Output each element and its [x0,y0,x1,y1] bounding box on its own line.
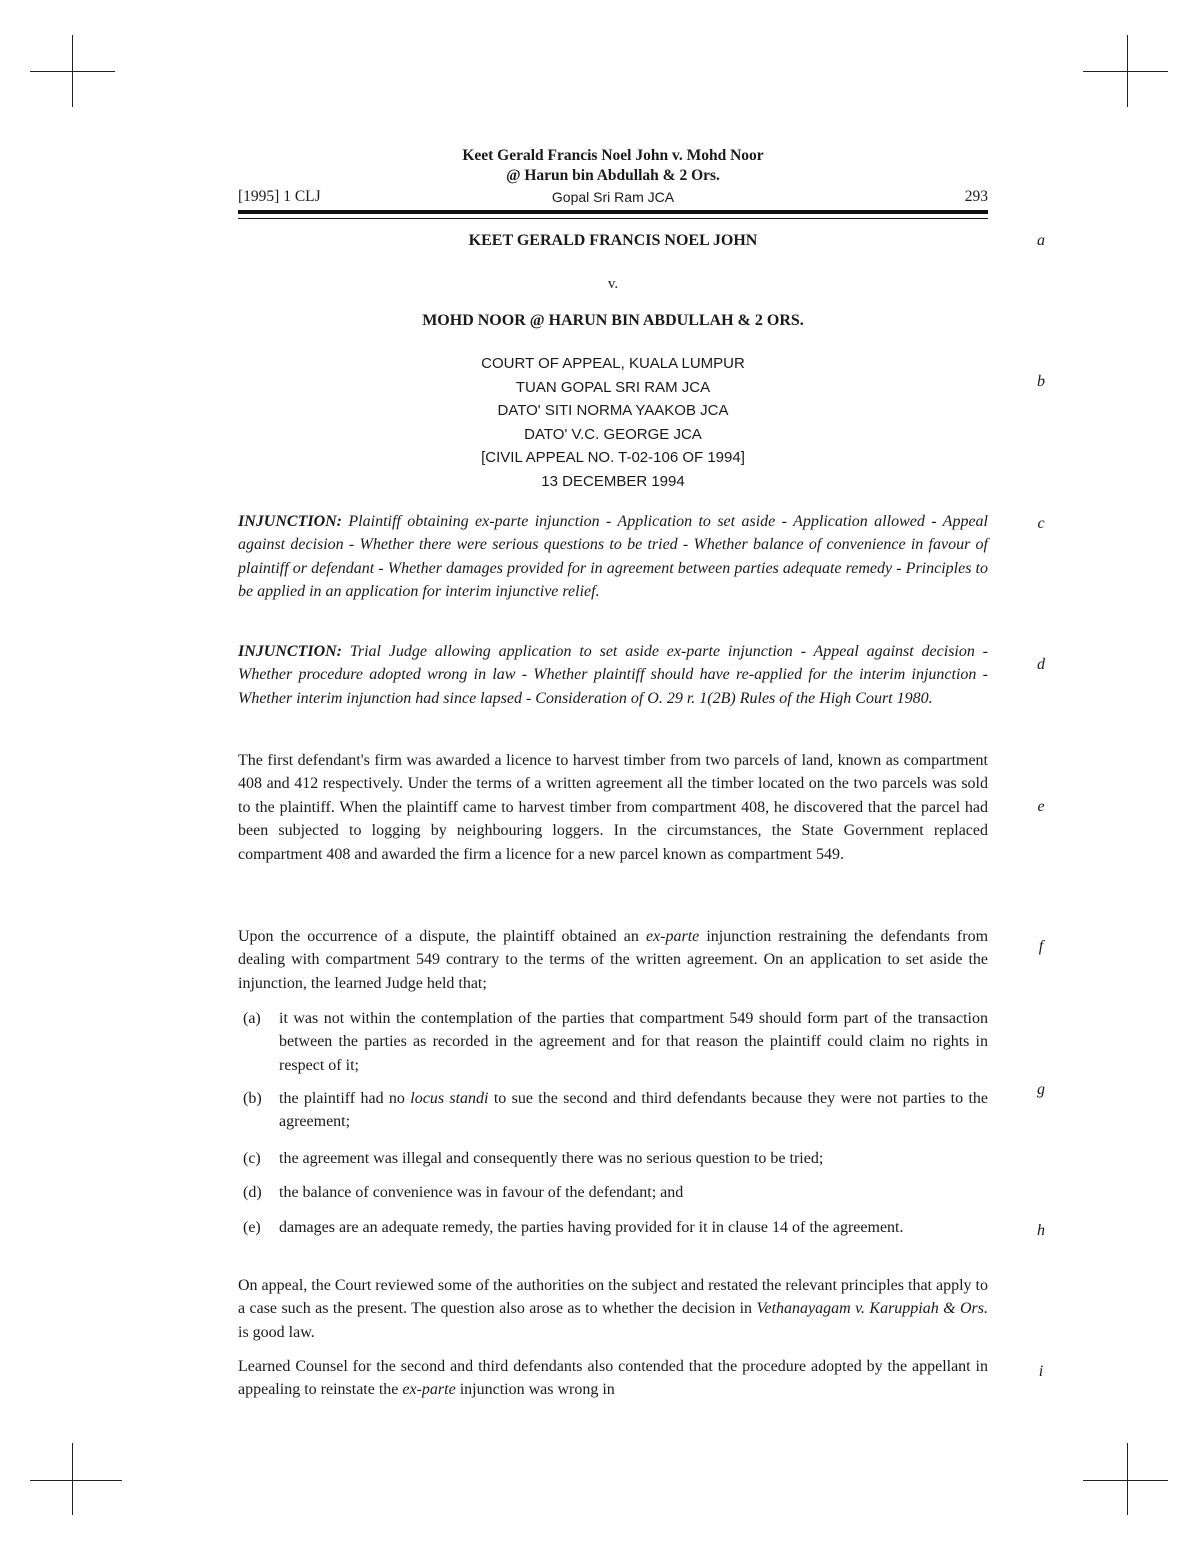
decision-date: 13 DECEMBER 1994 [541,472,685,490]
margin-letter-g: g [1037,1081,1045,1098]
list-label: (b) [243,1090,262,1107]
appellant-name: KEET GERALD FRANCIS NOEL JOHN [468,232,758,249]
margin-letter-e: e [1037,798,1045,815]
page-number: 293 [964,188,988,205]
text-run: Upon the occurrence of a dispute, the plaintiff obtained an [238,928,639,945]
header-rule-thick [238,210,988,214]
italic-term: locus standi [410,1090,489,1107]
coram-judge-2: DATO' SITI NORMA YAAKOB JCA [497,402,729,419]
italic-term: Vethanayagam v. Karuppiah & Ors. [756,1300,988,1318]
catchword-keyword: INJUNCTION: [238,513,342,530]
margin-letter-h: h [1037,1222,1045,1239]
catchword-text: Plaintiff obtaining ex-parte injunction - Application to set aside - Application allowed - Appeal against decision - Whether there were serious questions to be tried - Whether balance of convenience in favour of plaintiff or defendant - Whether damages provided for in agreement between parties adequate remedy - Principles to be applied in an application for interim injunctive relief. [238,513,989,601]
margin-letter-b: b [1037,373,1045,390]
list-label: (a) [243,1010,261,1027]
italic-term: ex-parte [645,928,700,945]
appeal-number: [CIVIL APPEAL NO. T-02-106 OF 1994] [481,449,745,466]
catchword-2 [238,640,988,710]
holding-a [243,1007,988,1077]
versus: v. [607,276,619,292]
coram-judge-3: DATO' V.C. GEORGE JCA [524,425,702,443]
citation: [1995] 1 CLJ [238,188,321,205]
italic-term: ex-parte [402,1381,456,1399]
facts-paragraph-1: The first defendant's firm was awarded a licence to harvest timber from two parcels of land, known as compartment 408 and 412 respectively. Under the terms of a written agreement all the timber located on the two parcels was sold to the plaintiff. When the plaintiff came to harvest timber from compartment 408, he discovered that the parcel had been subjected to logging by neighbouring loggers. In the circumstances, the State Government replaced compartment 408 and awarded the firm a licence for a new parcel known as compartment 549. [238,752,988,863]
text-run: injunction was wrong in [459,1381,615,1399]
crop-mark [30,71,115,72]
coram-judge-1: TUAN GOPAL SRI RAM JCA [515,378,711,396]
court-name: COURT OF APPEAL, KUALA LUMPUR [481,355,745,372]
margin-letter-i: i [1038,1363,1044,1380]
text-run: is good law. [238,1323,315,1341]
list-label: (d) [243,1184,262,1201]
list-label: (e) [243,1219,261,1236]
list-text [279,1087,988,1134]
facts-paragraph-2 [238,925,988,995]
running-title [238,146,988,186]
crop-mark [1083,1480,1168,1481]
text-run: to sue the second and third defendants because they were not parties to the agreement; [279,1090,988,1131]
crop-mark [1127,1443,1128,1515]
holding-b [243,1087,988,1134]
list-label: (c) [243,1150,261,1167]
text-run: the plaintiff had no [279,1090,405,1107]
margin-letter-f: f [1038,938,1044,955]
running-header [238,188,988,208]
court-details [238,352,988,493]
holding-d [243,1181,988,1204]
holding-e [243,1216,988,1239]
appeal-paragraph-2 [238,1355,988,1402]
list-text: the agreement was illegal and consequently there was no serious question to be tried; [279,1150,824,1167]
crop-mark [30,1480,122,1481]
appeal-paragraph-1 [238,1274,988,1344]
header-rule-thin [238,218,988,219]
running-title-line-1: Keet Gerald Francis Noel John v. Mohd Noor [462,147,764,164]
list-text: it was not within the contemplation of the parties that compartment 549 should form part of the transaction between the parties as recorded in the agreement and for that reason the plaintiff could claim no rights in respect of it; [279,1010,988,1074]
text-run: injunction restraining the defendants from dealing with compartment 549 contrary to the terms of the written agreement. On an application to set aside the injunction, the learned Judge held that; [238,928,989,992]
list-text: the balance of convenience was in favour of the defendant; and [279,1184,684,1201]
catchword-keyword: INJUNCTION: [238,643,342,660]
respondents-name: MOHD NOOR @ HARUN BIN ABDULLAH & 2 ORS. [422,312,804,329]
crop-mark [72,1443,73,1515]
catchword-1 [238,510,988,604]
margin-letter-c: c [1037,515,1045,532]
text-run: On appeal, the Court reviewed some of the authorities on the subject and restated the relevant principles that apply to a case such as the present. The question also arose as to whether the decision in [238,1277,988,1318]
holding-c [243,1147,988,1170]
list-text: damages are an adequate remedy, the parties having provided for it in clause 14 of the agreement. [279,1219,904,1236]
margin-letter-d: d [1037,656,1045,673]
margin-letter-a: a [1037,232,1045,249]
running-title-line-2: @ Harun bin Abdullah & 2 Ors. [506,167,720,184]
text-run: Learned Counsel for the second and third defendants also contended that the procedure adopted by the appellant in appealing to reinstate the [238,1358,988,1399]
catchword-text: Trial Judge allowing application to set aside ex-parte injunction - Appeal against decision - Whether procedure adopted wrong in law - Whether plaintiff should have re-applied for the interim injunction - Whether interim injunction had since lapsed - Consideration of O. 29 r. 1(2B) Rules of the High Court 1980. [238,643,989,707]
judge-name: Gopal Sri Ram JCA [551,189,675,205]
crop-mark [1083,71,1168,72]
